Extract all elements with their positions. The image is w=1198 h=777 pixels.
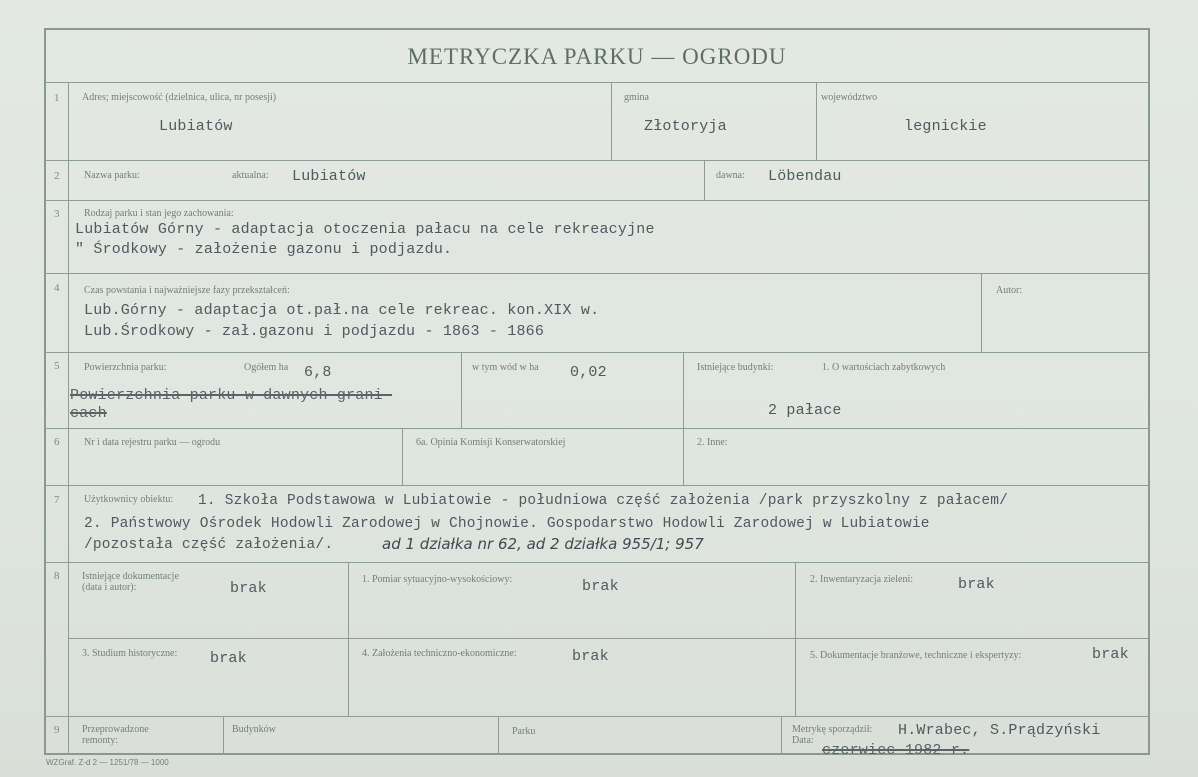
address-value: Lubiatów [159, 118, 233, 135]
users-line-2: 2. Państwowy Ośrodek Hodowli Zarodowej w Chojnowie. Gospodarstwo Hodowli Zarodowej w Lubiatowie [84, 516, 930, 532]
divider [46, 273, 1150, 274]
voivodeship-label: województwo [821, 92, 878, 103]
date-label: Data: [792, 735, 814, 746]
divider [46, 716, 1150, 717]
former-area-line-2: cach [70, 405, 107, 422]
row-number: 8 [54, 570, 60, 582]
row-number: 6 [54, 436, 60, 448]
divider [46, 562, 1150, 563]
park-name-label: Nazwa parku: [84, 170, 140, 181]
row-number: 5 [54, 360, 60, 372]
former-area-line-1: Powierzchnia parku w dawnych grani- [70, 387, 393, 404]
buildings-repairs-label: Budynków [232, 724, 276, 735]
row-number: 7 [54, 494, 60, 506]
divider [348, 562, 349, 716]
divider [46, 200, 1150, 201]
divider [981, 273, 982, 352]
park-type-line-2: " Środkowy - założenie gazonu i podjazdu. [75, 241, 453, 258]
author-label: Autor: [996, 285, 1023, 296]
prepared-by-value: H.Wrabec, S.Prądzyński [898, 722, 1101, 739]
park-type-line-1: Lubiatów Górny - adaptacja otoczenia pałacu na cele rekreacyjne [75, 221, 655, 238]
branch-docs-label: 5. Dokumentacje branżowe, techniczne i ekspertyzy: [810, 650, 1022, 661]
greenery-inventory-value: brak [958, 576, 995, 593]
current-name-label: aktualna: [232, 170, 269, 181]
history-label: Czas powstania i najważniejsze fazy przekształceń: [84, 285, 290, 296]
divider [223, 716, 224, 755]
divider [68, 638, 1150, 639]
gmina-label: gmina [624, 92, 649, 103]
park-repairs-label: Parku [512, 726, 536, 737]
total-area-value: 6,8 [304, 364, 332, 381]
users-label: Użytkownicy obiektu: [84, 494, 174, 505]
commission-opinion-label: 6a. Opinia Komisji Konserwatorskiej [416, 437, 566, 448]
divider [704, 160, 705, 200]
buildings-value: 2 pałace [768, 402, 842, 419]
current-name-value: Lubiatów [292, 168, 366, 185]
divider [498, 716, 499, 755]
park-area-label: Powierzchnia parku: [84, 362, 167, 373]
divider [461, 352, 462, 428]
water-area-label: w tym wód w ha [472, 362, 539, 373]
buildings-label: Istniejące budynki: [697, 362, 774, 373]
divider [683, 352, 684, 485]
former-name-value: Löbendau [768, 168, 842, 185]
divider [46, 428, 1150, 429]
divider [46, 352, 1150, 353]
handwritten-plot-numbers: ad 1 działka nr 62, ad 2 działka 955/1; 957 [382, 535, 704, 553]
historical-study-label: 3. Studium historyczne: [82, 648, 178, 659]
row-number: 3 [54, 208, 60, 220]
technical-assumptions-label: 4. Założenia techniczno-ekonomiczne: [362, 648, 517, 659]
survey-label: 1. Pomiar sytuacyjno-wysokościowy: [362, 574, 513, 585]
survey-value: brak [582, 578, 619, 595]
park-type-label: Rodzaj parku i stan jego zachowania: [84, 208, 234, 219]
address-label: Adres; miejscowość (dzielnica, ulica, nr posesji) [82, 92, 277, 103]
history-line-2: Lub.Środkowy - zał.gazonu i podjazdu - 1863 - 1866 [84, 323, 545, 340]
divider [46, 82, 1150, 83]
divider [46, 160, 1150, 161]
existing-docs-sublabel: (data i autor): [82, 582, 137, 593]
water-area-value: 0,02 [570, 364, 607, 381]
divider [781, 716, 782, 755]
greenery-inventory-label: 2. Inwentaryzacja zieleni: [810, 574, 913, 585]
existing-docs-label: Istniejące dokumentacje [82, 571, 179, 582]
prepared-by-label: Metrykę sporządził: [792, 724, 873, 735]
total-area-label: Ogółem ha [244, 362, 289, 373]
heritage-buildings-label: 1. O wartościach zabytkowych [822, 362, 946, 373]
existing-docs-value: brak [230, 580, 267, 597]
divider [402, 428, 403, 485]
voivodeship-value: legnickie [904, 118, 987, 135]
row-number: 4 [54, 282, 60, 294]
row-number: 1 [54, 92, 60, 104]
number-column-line [68, 82, 69, 755]
register-label: Nr i data rejestru parku — ogrodu [84, 437, 221, 448]
former-name-label: dawna: [716, 170, 745, 181]
print-footer: WZGraf. Z-d 2 — 1251/78 — 1000 [46, 758, 169, 767]
users-line-1: 1. Szkoła Podstawowa w Lubiatowie - południowa część założenia /park przyszkolny z pałacem/ [198, 493, 1009, 509]
form-title: METRYCZKA PARKU — OGRODU [407, 44, 787, 69]
date-value: czerwiec 1982 r. [822, 742, 970, 759]
park-record-form [44, 28, 1150, 759]
technical-assumptions-value: brak [572, 648, 609, 665]
repairs-label: Przeprowadzone [82, 724, 149, 735]
other-label: 2. Inne: [697, 437, 728, 448]
users-line-3: /pozostała część założenia/. [84, 537, 334, 553]
row-number: 2 [54, 170, 60, 182]
repairs-sublabel: remonty: [82, 735, 119, 746]
divider [46, 485, 1150, 486]
gmina-value: Złotoryja [644, 118, 727, 135]
history-line-1: Lub.Górny - adaptacja ot.pał.na cele rekreac. kon.XIX w. [84, 302, 600, 319]
divider [816, 82, 817, 160]
divider [795, 562, 796, 716]
row-number: 9 [54, 724, 60, 736]
branch-docs-value: brak [1092, 646, 1129, 663]
divider [611, 82, 612, 160]
historical-study-value: brak [210, 650, 247, 667]
